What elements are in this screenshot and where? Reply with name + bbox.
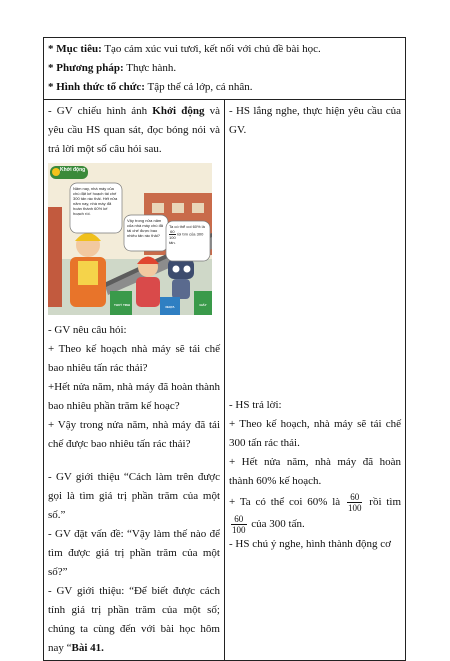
answer-1: + Theo kế hoạch, nhà máy sẽ tái chế 300 tấn rác thải. [229,418,401,449]
form-text: Tập thể cả lớp, cá nhân. [144,81,253,93]
objective-label: * Mục tiêu: [48,43,102,55]
robot-bubble-numerator: 60 [170,229,175,234]
question-2: +Hết nửa năm, nhà máy đã hoàn thành bao nhiêu phần trăm kế hoạc? [48,381,220,412]
objective-line [48,40,401,59]
lesson-number: Bài 41. [71,642,104,654]
robot-bubble-denominator: 100 [169,235,176,240]
question-3: + Vậy trong nửa năm, nhà máy đã tái chế được bao nhiêu tấn rác thải? [48,419,220,450]
answer-3-numerator-2: 60 [231,514,247,525]
student-listen: - HS lắng nghe, thực hiện yêu cầu của GV. [229,105,401,136]
question-1: + Theo kế hoạch nhà máy sẽ tái chế bao nhiêu tấn rác thải? [48,343,220,374]
student-answers [229,396,401,535]
robot-bubble-text-b: rồi tìm [176,231,188,237]
answer-3-text-a: + Ta có thể coi 60% là [229,496,341,508]
answer-heading: - HS trả lời: [229,399,282,411]
answer-3-denominator: 100 [347,502,362,513]
teacher-introduction: - GV giới thiệu “Cách làm trên được gọi là tìm giá trị phần trăm của một số.” [48,471,220,521]
plastic-bin-label: NHỰA [165,305,175,309]
activity-header-cell [44,38,406,100]
glass-bin-label: THUỶ TINH [114,303,130,307]
intro-paragraph [48,102,220,159]
teacher-problem-statement: - GV đặt vấn đề: “Vậy làm thế nào để tìm được giá trị phần trăm của một số?” [48,528,220,578]
answer-3 [229,491,401,535]
question-heading: - GV nêu câu hỏi: [48,324,127,336]
answer-3-text-b: rồi tìm [369,496,402,508]
method-line [48,59,401,78]
paper-bin-label: GIẤY [199,303,207,307]
form-line [48,78,401,97]
intro-text-a: - GV chiếu hình ảnh [48,105,153,117]
student-attention: - HS chú ý nghe, hình thành động cơ [229,538,391,550]
form-label: * Hình thức tổ chức: [48,81,145,93]
answer-3-denominator-2: 100 [232,524,246,535]
intro-text-c: và yêu cầu HS quan sát, đọc bóng nói và trả lời một số câu hỏi sau. [48,105,220,155]
robot-bubble-fraction [169,229,176,240]
robot-speech-bubble [169,224,207,245]
warm-up-illustration [48,163,212,315]
teacher-column [44,100,225,661]
robot-bubble-text-a: Ta có thể coi 60% là [169,224,205,229]
objective-text: Tạo cảm xúc vui tươi, kết nối với chủ đề bài học. [101,43,321,55]
method-text: Thực hành. [123,62,177,74]
answer-3-fraction-2 [231,514,247,535]
answer-3-text-c: của 300 tấn. [251,518,305,530]
lesson-table [43,37,406,661]
spacer [48,454,220,468]
khoi-dong-badge: Khởi động [60,167,86,173]
robot-bubble-text-c: của 300 tấn. [169,231,204,245]
answer-2: + Hết nửa năm, nhà máy đã hoàn thành 60% kế hoạch. [229,456,401,487]
lesson-intro-text: - GV giới thiệu: “Để biết được cách tính giá trị phần trăm của một số; chúng ta cùng đến với bài học hôm nay “ [48,585,220,654]
student-column [225,100,406,661]
method-label: * Phương pháp: [48,62,124,74]
teacher-lesson-intro [48,582,220,658]
lesson-page [43,37,406,661]
worker-speech-bubble: Năm nay, nhà máy của chú đặt kế hoạch tái chế 300 tấn rác thải. Hết nửa năm nay, nhà máy đã hoàn thành 60% kế hoạch rồi. [73,186,118,216]
answer-3-fraction [347,492,363,513]
answer-3-numerator: 60 [347,492,363,503]
intro-bold: Khởi động [152,105,205,117]
girl-speech-bubble: Vậy trong nửa năm của nhà máy chú đã tái chế được bao nhiêu tấn rác thải? [127,218,164,238]
